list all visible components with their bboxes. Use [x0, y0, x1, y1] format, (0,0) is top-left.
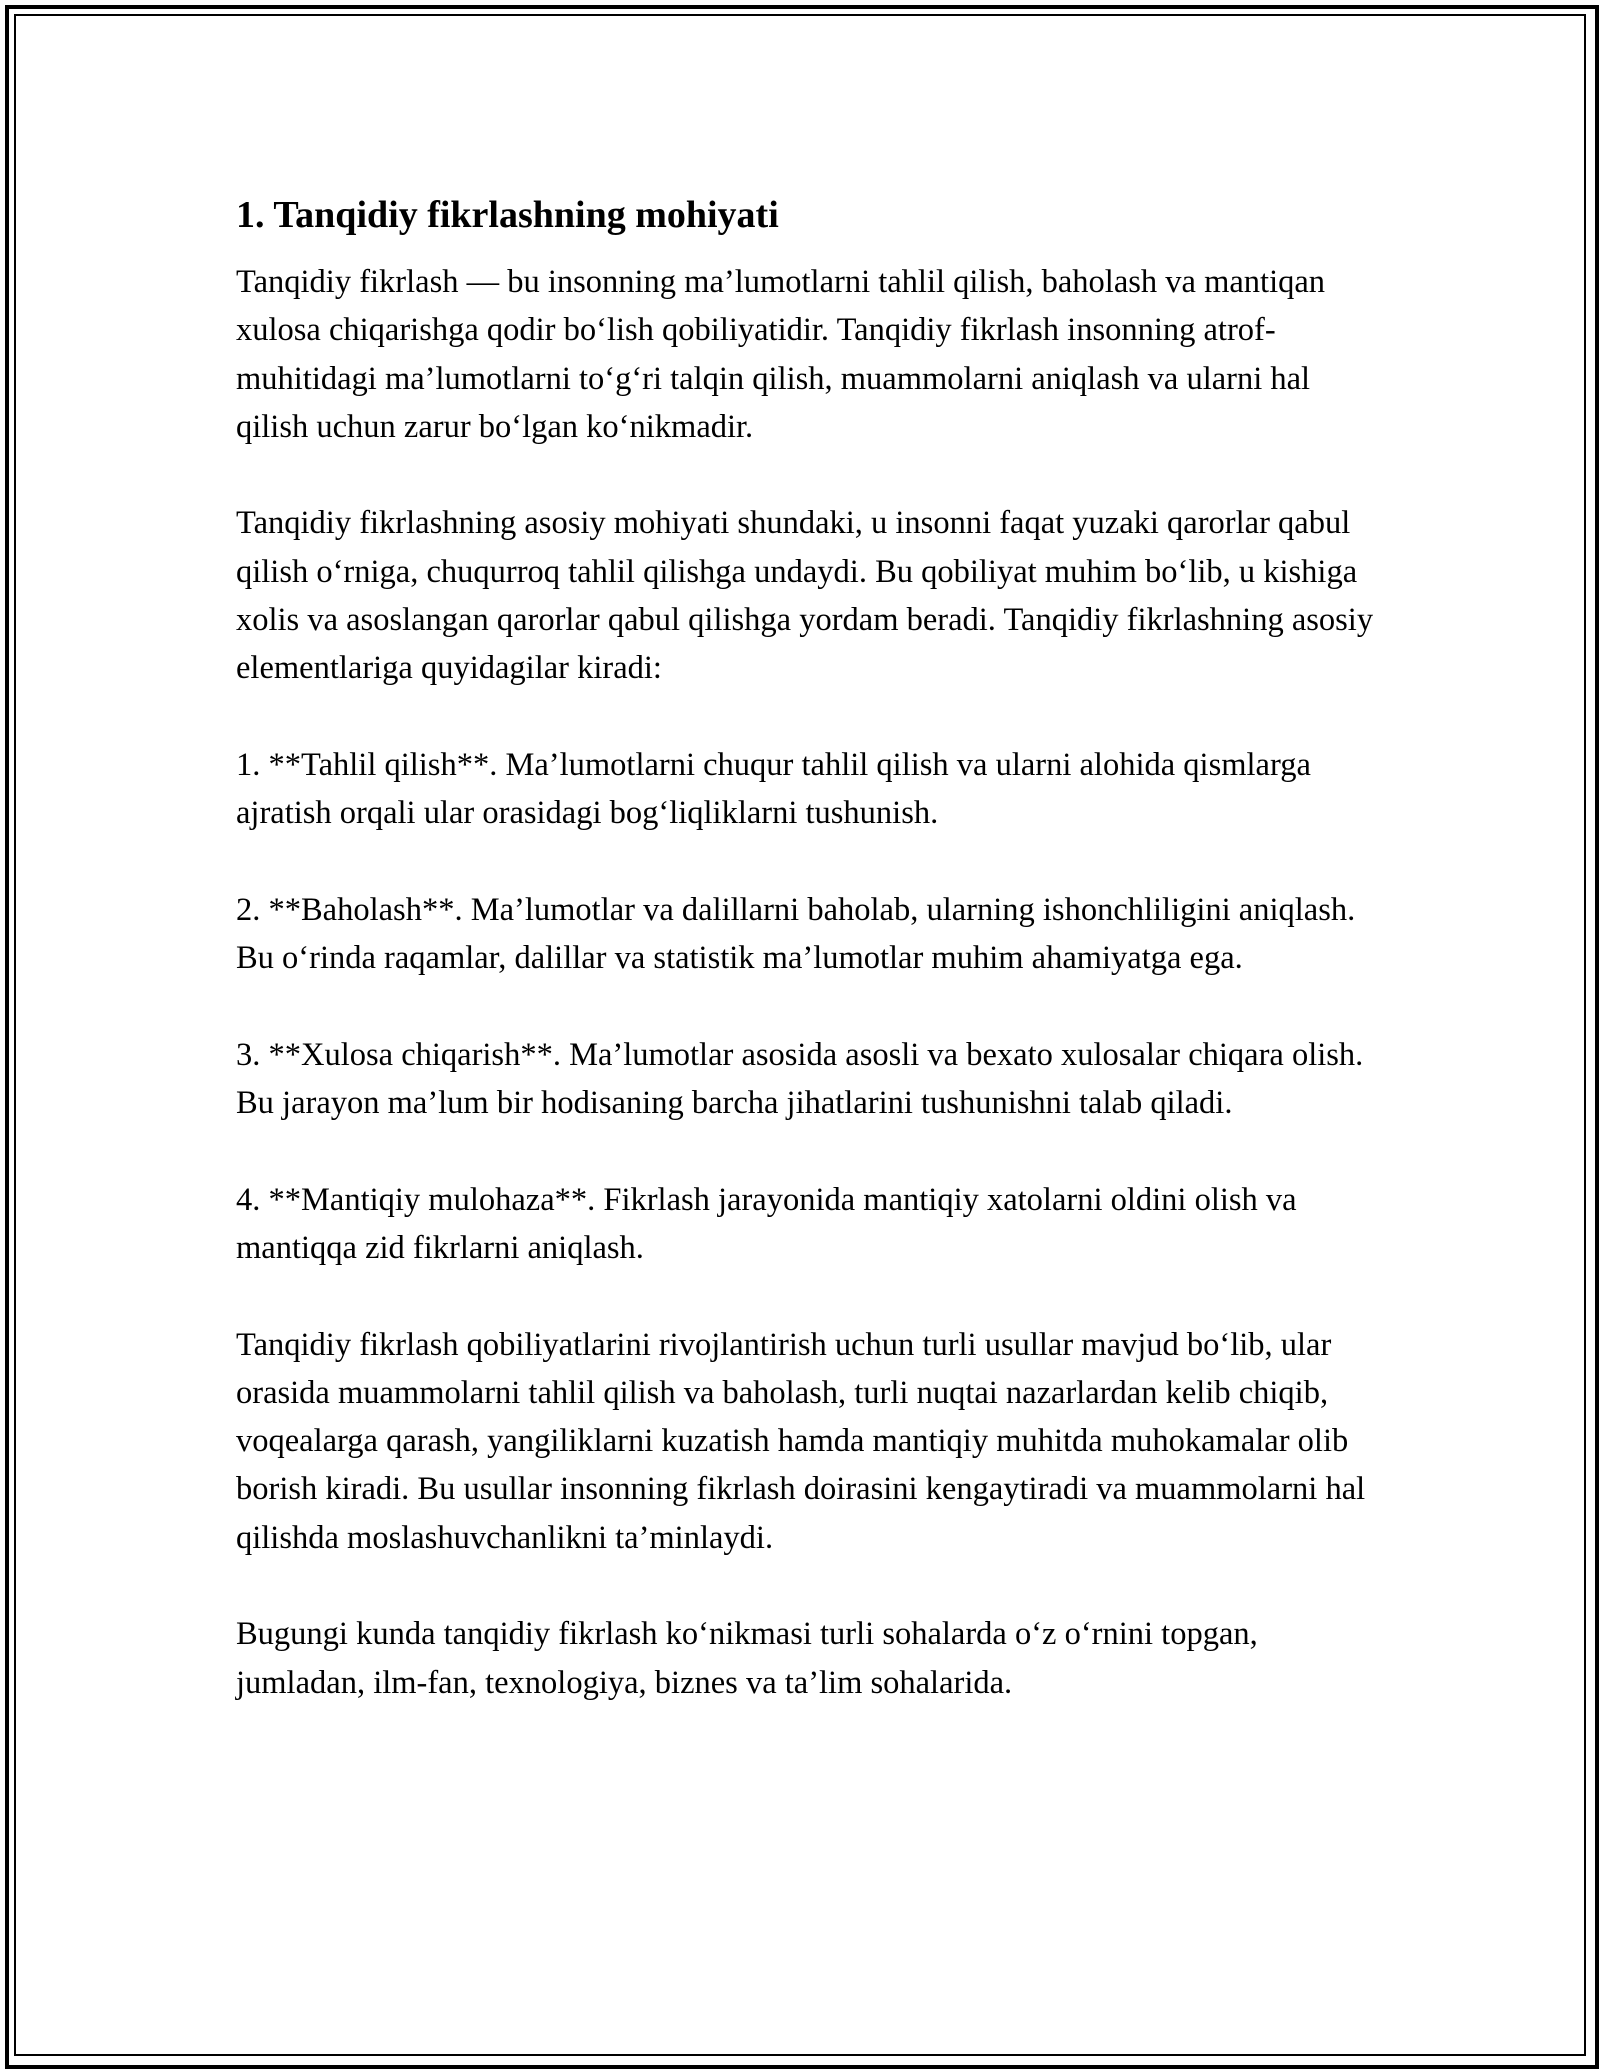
paragraph-essence: Tanqidiy fikrlashning asosiy mohiyati shundaki, u insonni faqat yuzaki qarorlar qabul qilish o‘rniga, chuqurroq tahlil qilishga undaydi. Bu qobiliyat muhim bo‘lib, u kishiga xolis va asoslangan qarorlar qabul qilishga yordam beradi. Tanqidiy fikrlashning asosiy elementlariga quyidagilar kiradi:	[236, 505, 1374, 687]
list-item-conclusion: 3. **Xulosa chiqarish**. Ma’lumotlar asosida asosli va bexato xulosalar chiqara olish. Bu jarayon ma’lum bir hodisaning barcha jihatlarini tushunishni talab qiladi.	[236, 1036, 1364, 1122]
document-body	[236, 186, 1376, 1707]
list-item-evaluation: 2. **Baholash**. Ma’lumotlar va dalillarni baholab, ularning ishonchliligini aniqlash. Bu o‘rinda raqamlar, dalillar va statistik ma’lumotlar muhim ahamiyatga ega.	[236, 891, 1356, 977]
list-item-analysis: 1. **Tahlil qilish**. Ma’lumotlarni chuqur tahlil qilish va ularni alohida qismlarga ajratish orqali ular orasidagi bog‘liqliklarni tushunish.	[236, 746, 1311, 832]
list-item-logical-reasoning: 4. **Mantiqiy mulohaza**. Fikrlash jarayonida mantiqiy xatolarni oldini olish va mantiqqa zid fikrlarni aniqlash.	[236, 1181, 1297, 1266]
paragraph-definition: Tanqidiy fikrlash — bu insonning ma’lumotlarni tahlil qilish, baholash va mantiqan xulosa chiqarishga qodir bo‘lish qobiliyatidir. Tanqidiy fikrlash insonning atrof-muhitidagi ma’lumotlarni to‘g‘ri talqin qilish, muammolarni aniqlash va ularni hal qilish uchun zarur bo‘lgan ko‘nikmadir.	[236, 264, 1326, 445]
section-heading: 1. Tanqidiy fikrlashning mohiyati	[236, 194, 779, 236]
paragraph-development-methods: Tanqidiy fikrlash qobiliyatlarini rivojlantirish uchun turli usullar mavjud bo‘lib, ular orasida muammolarni tahlil qilish va baholash, turli nuqtai nazarlardan kelib chiqib, voqealarga qarash, yangiliklarni kuzatish hamda mantiqiy muhitda muhokamalar olib borish kiradi. Bu usullar insonning fikrlash doirasini kengaytiradi va muammolarni hal qilishda moslashuvchanlikni ta’minlaydi.	[236, 1326, 1366, 1556]
paragraph-today: Bugungi kunda tanqidiy fikrlash ko‘nikmasi turli sohalarda o‘z o‘rnini topgan, jumladan, ilm-fan, texnologiya, biznes va ta’lim sohalarida.	[236, 1616, 1258, 1701]
